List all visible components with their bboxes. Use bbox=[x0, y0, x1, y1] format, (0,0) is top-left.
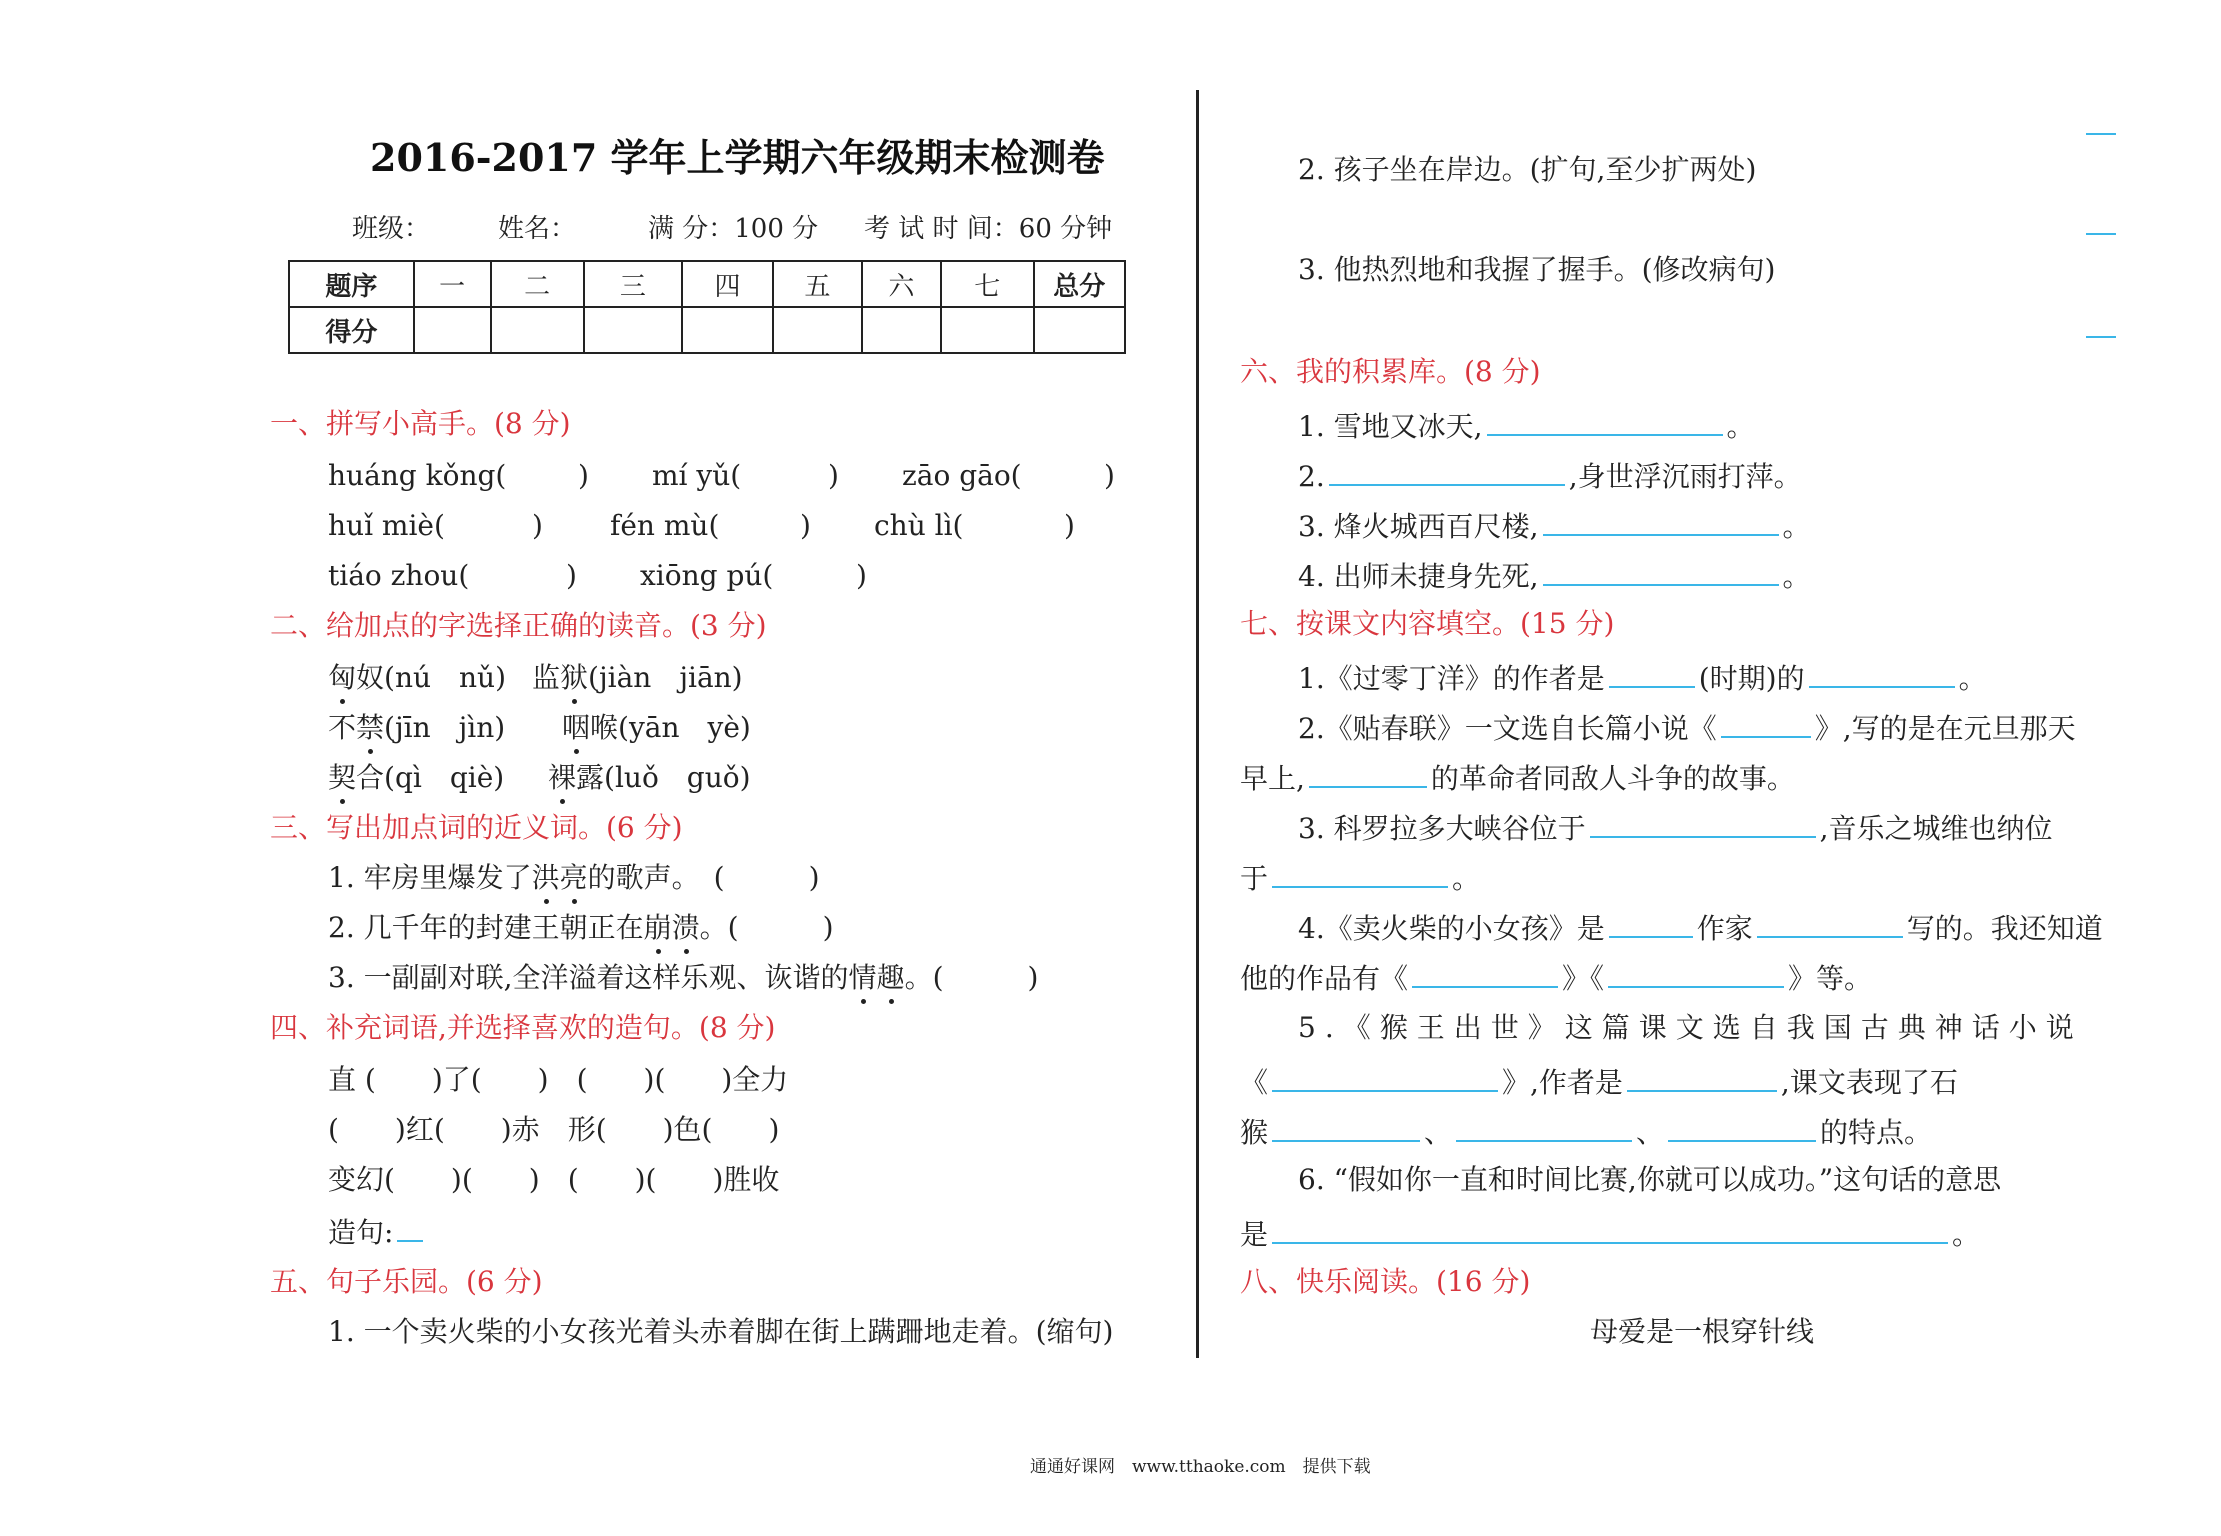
fill-question-4[interactable]: 4.《卖火柴的小女孩》是 作家 写的。我还知道 bbox=[1298, 908, 2103, 947]
score-cell-1: 一 bbox=[414, 261, 491, 307]
column-divider bbox=[1196, 90, 1199, 1358]
synonym-question-3[interactable]: 3. 一副副对联,全洋溢着这样乐观、诙谐的情趣。( ) bbox=[328, 961, 1039, 994]
score-input-7[interactable] bbox=[941, 307, 1034, 353]
dotted-char: 禁 bbox=[356, 711, 385, 744]
reading-options[interactable]: (jīn jìn) bbox=[384, 711, 506, 744]
full-score: 满 分：100 分 bbox=[648, 214, 819, 244]
reading-options[interactable]: (qì qiè) bbox=[384, 761, 505, 794]
name-label: 姓名： bbox=[498, 214, 577, 244]
fill-question-6: 6. “假如你一直和时间比赛,你就可以成功。”这句话的意思 bbox=[1298, 1163, 2002, 1196]
reading-item: 咽喉(yān yè) bbox=[562, 711, 751, 744]
section-8-title: 八、快乐阅读。(16 分) bbox=[1240, 1265, 1531, 1298]
score-input-3[interactable] bbox=[584, 307, 683, 353]
score-cell-5: 五 bbox=[773, 261, 862, 307]
fill-question-6-cont[interactable]: 是 。 bbox=[1240, 1214, 1980, 1253]
page-title: 2016-2017 学年上学期六年级期末检测卷 bbox=[370, 135, 1105, 180]
score-input-2[interactable] bbox=[491, 307, 584, 353]
fill-question-2[interactable]: 2.《贴春联》一文选自长篇小说《 》,写的是在元旦那天 bbox=[1298, 708, 2076, 747]
pinyin-item: fén mù( bbox=[610, 509, 720, 542]
reading-item: 裸露(luǒ guǒ) bbox=[548, 761, 751, 794]
reading-item: 匈奴(nú nǔ) bbox=[328, 661, 507, 694]
score-table bbox=[288, 260, 1126, 354]
reading-item: 契合(qì qiè) bbox=[328, 761, 505, 794]
pinyin-item: xiōng pú( bbox=[640, 559, 774, 592]
score-input-1[interactable] bbox=[414, 307, 491, 353]
pinyin-close: ) bbox=[1064, 509, 1075, 542]
fill-question-5: 5.《猴王出世》这篇课文选自我国古典神话小说 bbox=[1298, 1011, 2083, 1044]
pinyin-close: ) bbox=[1104, 459, 1115, 492]
score-table-header-row bbox=[289, 261, 1125, 307]
pinyin-item: chù lì( bbox=[874, 509, 964, 542]
pinyin-close: ) bbox=[800, 509, 811, 542]
section-4-title: 四、补充词语,并选择喜欢的造句。(8 分) bbox=[270, 1011, 776, 1044]
score-cell-3: 三 bbox=[584, 261, 683, 307]
score-cell-6: 六 bbox=[862, 261, 941, 307]
footer-text: 通通好课网 www.tthaoke.com 提供下载 bbox=[1030, 1457, 1371, 1477]
score-cell-2: 二 bbox=[491, 261, 584, 307]
score-input-5[interactable] bbox=[773, 307, 862, 353]
poem-question-1[interactable]: 1. 雪地又冰天, 。 bbox=[1298, 406, 1755, 445]
class-label: 班级： bbox=[352, 214, 431, 244]
section-1-title: 一、拼写小高手。(8 分) bbox=[270, 407, 571, 440]
reading-options[interactable]: (nú nǔ) bbox=[384, 661, 507, 694]
synonym-question-1[interactable]: 1. 牢房里爆发了洪亮的歌声。 ( ) bbox=[328, 861, 820, 894]
dotted-char: 狱 bbox=[560, 661, 589, 694]
score-input-6[interactable] bbox=[862, 307, 941, 353]
section-7-title: 七、按课文内容填空。(15 分) bbox=[1240, 607, 1615, 640]
reading-options[interactable]: (jiàn jiān) bbox=[588, 661, 743, 694]
pinyin-close: ) bbox=[566, 559, 577, 592]
exam-time: 考 试 时 间：60 分钟 bbox=[864, 214, 1113, 244]
dotted-char: 咽 bbox=[562, 711, 591, 744]
pinyin-close: ) bbox=[828, 459, 839, 492]
fill-question-1[interactable]: 1.《过零丁洋》的作者是 (时期)的 。 bbox=[1298, 658, 1987, 697]
answer-line[interactable] bbox=[2086, 336, 2116, 338]
pinyin-item: huáng kǒng( bbox=[328, 459, 507, 492]
reading-options[interactable]: (yān yè) bbox=[618, 711, 751, 744]
sentence-question-1: 1. 一个卖火柴的小女孩光着头赤着脚在街上蹒跚地走着。(缩句) bbox=[328, 1315, 1114, 1348]
score-row-label: 得分 bbox=[289, 307, 414, 353]
reading-item: 监狱(jiàn jiān) bbox=[532, 661, 743, 694]
pinyin-item: huǐ miè( bbox=[328, 509, 445, 542]
dotted-char: 匈 bbox=[328, 661, 357, 694]
answer-line[interactable] bbox=[2086, 233, 2116, 235]
synonym-question-2[interactable]: 2. 几千年的封建王朝正在崩溃。( ) bbox=[328, 911, 834, 944]
fill-question-4-cont[interactable]: 他的作品有《 》《 》等。 bbox=[1240, 958, 1872, 997]
make-sentence[interactable]: 造句: bbox=[328, 1212, 427, 1251]
pinyin-item: tiáo zhou( bbox=[328, 559, 470, 592]
section-5-title: 五、句子乐园。(6 分) bbox=[270, 1265, 543, 1298]
score-input-total[interactable] bbox=[1034, 307, 1125, 353]
fill-question-2-cont[interactable]: 早上, 的革命者同敌人斗争的故事。 bbox=[1240, 758, 1795, 797]
passage-title: 母爱是一根穿针线 bbox=[1590, 1315, 1815, 1348]
section-6-title: 六、我的积累库。(8 分) bbox=[1240, 355, 1541, 388]
fill-question-5-cont2[interactable]: 猴 、 、 的特点。 bbox=[1240, 1112, 1932, 1151]
poem-question-4[interactable]: 4. 出师未捷身先死, 。 bbox=[1298, 556, 1811, 595]
reading-options[interactable]: (luǒ guǒ) bbox=[604, 761, 751, 794]
poem-question-2[interactable]: 2. ,身世浮沉雨打萍。 bbox=[1298, 456, 1802, 495]
score-table-score-row bbox=[289, 307, 1125, 353]
fill-question-3[interactable]: 3. 科罗拉多大峡谷位于 ,音乐之城维也纳位 bbox=[1298, 808, 2053, 847]
section-3-title: 三、写出加点词的近义词。(6 分) bbox=[270, 811, 683, 844]
answer-line[interactable] bbox=[2086, 133, 2116, 135]
idiom-line-2[interactable]: ( )红( )赤 形( )色( ) bbox=[328, 1113, 780, 1146]
sentence-question-2: 2. 孩子坐在岸边。(扩句,至少扩两处) bbox=[1298, 153, 1757, 186]
score-cell-label: 题序 bbox=[289, 261, 414, 307]
dotted-char: 契 bbox=[328, 761, 357, 794]
idiom-line-3[interactable]: 变幻( )( ) ( )( )胜收 bbox=[328, 1163, 780, 1196]
score-cell-total: 总分 bbox=[1034, 261, 1125, 307]
reading-item: 不禁(jīn jìn) bbox=[328, 711, 506, 744]
pinyin-close: ) bbox=[856, 559, 867, 592]
sentence-question-3: 3. 他热烈地和我握了握手。(修改病句) bbox=[1298, 253, 1776, 286]
pinyin-item: mí yǔ( bbox=[652, 459, 742, 492]
score-input-4[interactable] bbox=[682, 307, 773, 353]
fill-question-3-cont[interactable]: 于 。 bbox=[1240, 858, 1480, 897]
dotted-char: 裸 bbox=[548, 761, 577, 794]
poem-question-3[interactable]: 3. 烽火城西百尺楼, 。 bbox=[1298, 506, 1811, 545]
fill-question-5-cont[interactable]: 《 》,作者是 ,课文表现了石 bbox=[1240, 1062, 1958, 1101]
pinyin-close: ) bbox=[532, 509, 543, 542]
section-2-title: 二、给加点的字选择正确的读音。(3 分) bbox=[270, 609, 767, 642]
pinyin-close: ) bbox=[578, 459, 589, 492]
score-cell-7: 七 bbox=[941, 261, 1034, 307]
pinyin-item: zāo gāo( bbox=[902, 459, 1022, 492]
score-cell-4: 四 bbox=[682, 261, 773, 307]
idiom-line-1[interactable]: 直 ( )了( ) ( )( )全力 bbox=[328, 1063, 789, 1096]
